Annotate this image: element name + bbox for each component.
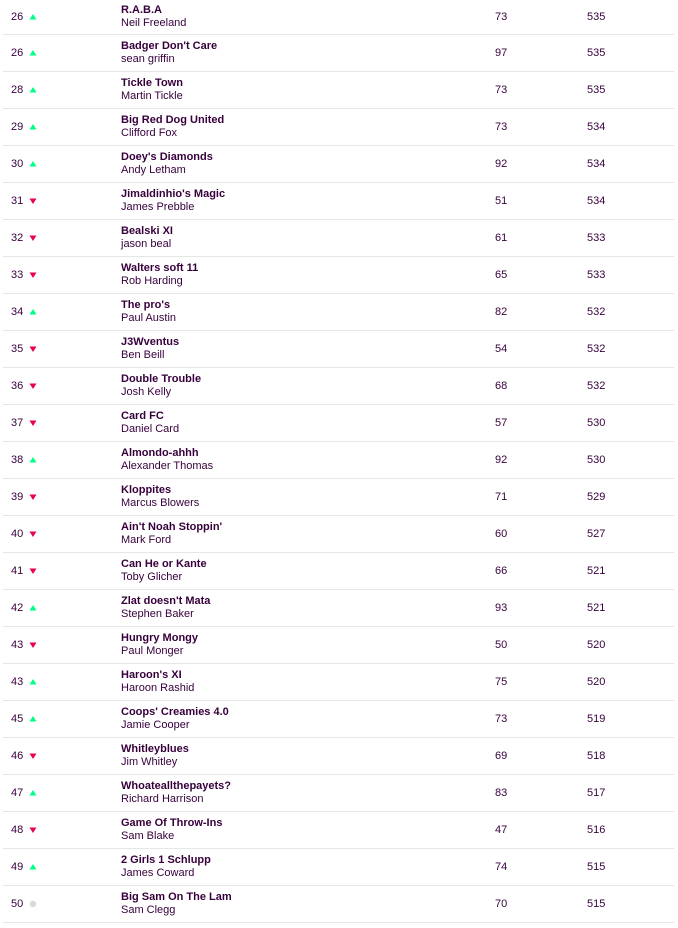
gameweek-points: 93 xyxy=(495,602,508,614)
standings-row[interactable] xyxy=(3,109,674,146)
rank-up-icon xyxy=(29,13,37,21)
rank-up-icon xyxy=(29,863,37,871)
gameweek-points: 74 xyxy=(495,861,508,873)
manager-name: Stephen Baker xyxy=(121,608,194,620)
team-cell xyxy=(121,151,213,177)
standings-row[interactable] xyxy=(3,590,674,627)
gameweek-points: 51 xyxy=(495,195,508,207)
team-cell xyxy=(121,188,225,214)
team-name-link[interactable]: Bealski XI xyxy=(121,225,173,237)
rank: 33 xyxy=(11,269,24,281)
rank: 35 xyxy=(11,343,24,355)
total-points: 517 xyxy=(587,787,606,799)
team-name-link[interactable]: Whitleyblues xyxy=(121,743,189,755)
manager-name: Marcus Blowers xyxy=(121,497,200,509)
gameweek-points: 92 xyxy=(495,454,508,466)
standings-row[interactable] xyxy=(3,0,674,35)
rank: 37 xyxy=(11,417,24,429)
manager-name: Haroon Rashid xyxy=(121,682,195,694)
rank-up-icon xyxy=(29,308,37,316)
team-name-link[interactable]: Card FC xyxy=(121,410,164,422)
manager-name: Jamie Cooper xyxy=(121,719,190,731)
rank: 32 xyxy=(11,232,24,244)
total-points: 534 xyxy=(587,195,606,207)
team-name-link[interactable]: Badger Don't Care xyxy=(121,40,218,52)
total-points: 521 xyxy=(587,602,606,614)
team-name-link[interactable]: Double Trouble xyxy=(121,373,202,385)
team-cell xyxy=(121,669,194,695)
standings-row[interactable] xyxy=(3,701,674,738)
manager-name: Ben Beill xyxy=(121,349,165,361)
gameweek-points: 73 xyxy=(495,11,508,23)
rank: 30 xyxy=(11,158,24,170)
team-name-link[interactable]: Tickle Town xyxy=(121,77,183,89)
rank: 43 xyxy=(11,639,24,651)
standings-row[interactable] xyxy=(3,368,674,405)
total-points: 530 xyxy=(587,454,606,466)
rank: 40 xyxy=(11,528,24,540)
standings-row[interactable] xyxy=(3,294,674,331)
rank-down-icon xyxy=(29,345,37,353)
rank-down-icon xyxy=(29,271,37,279)
team-cell xyxy=(121,780,231,806)
team-cell xyxy=(121,632,198,658)
manager-name: Alexander Thomas xyxy=(121,460,214,472)
gameweek-points: 73 xyxy=(495,121,508,133)
gameweek-points: 57 xyxy=(495,417,508,429)
gameweek-points: 92 xyxy=(495,158,508,170)
standings-row[interactable] xyxy=(3,220,674,257)
rank-up-icon xyxy=(29,604,37,612)
team-name-link[interactable]: Whoateallthepayets? xyxy=(121,780,232,792)
gameweek-points: 54 xyxy=(495,343,508,355)
standings-row[interactable] xyxy=(3,627,674,664)
rank: 34 xyxy=(11,306,24,318)
gameweek-points: 83 xyxy=(495,787,508,799)
rank: 29 xyxy=(11,121,24,133)
rank-down-icon xyxy=(29,382,37,390)
manager-name: Neil Freeland xyxy=(121,17,187,29)
manager-name: Richard Harrison xyxy=(121,793,204,805)
team-cell xyxy=(121,4,186,30)
total-points: 521 xyxy=(587,565,606,577)
standings-row[interactable] xyxy=(3,72,674,109)
rank-down-icon xyxy=(29,826,37,834)
team-name-link[interactable]: J3Wventus xyxy=(121,336,180,348)
team-cell xyxy=(121,225,173,251)
manager-name: James Prebble xyxy=(121,201,195,213)
total-points: 534 xyxy=(587,158,606,170)
gameweek-points: 70 xyxy=(495,898,508,910)
gameweek-points: 82 xyxy=(495,306,508,318)
rank: 38 xyxy=(11,454,24,466)
team-cell xyxy=(121,77,183,103)
team-name-link[interactable]: Haroon's XI xyxy=(121,669,182,681)
rank: 46 xyxy=(11,750,24,762)
team-cell xyxy=(121,373,201,399)
manager-name: Daniel Card xyxy=(121,423,180,435)
total-points: 519 xyxy=(587,713,606,725)
gameweek-points: 71 xyxy=(495,491,508,503)
team-cell xyxy=(121,114,224,140)
manager-name: Jim Whitley xyxy=(121,756,178,768)
total-points: 534 xyxy=(587,121,606,133)
manager-name: Martin Tickle xyxy=(121,90,183,102)
rank: 28 xyxy=(11,84,24,96)
total-points: 518 xyxy=(587,750,606,762)
manager-name: Sam Blake xyxy=(121,830,175,842)
total-points: 527 xyxy=(587,528,606,540)
standings-row[interactable] xyxy=(3,35,674,72)
team-name-link[interactable]: Jimaldinhio's Magic xyxy=(121,188,226,200)
total-points: 530 xyxy=(587,417,606,429)
manager-name: jason beal xyxy=(121,238,172,250)
team-cell xyxy=(121,262,198,288)
gameweek-points: 47 xyxy=(495,824,508,836)
manager-name: Josh Kelly xyxy=(121,386,172,398)
standings-row[interactable] xyxy=(3,405,674,442)
team-name-link[interactable]: The pro's xyxy=(121,299,171,311)
rank-up-icon xyxy=(29,456,37,464)
manager-name: Rob Harding xyxy=(121,275,183,287)
standings-row[interactable] xyxy=(3,331,674,368)
team-cell xyxy=(121,484,199,510)
gameweek-points: 69 xyxy=(495,750,508,762)
total-points: 515 xyxy=(587,898,606,910)
standings-row[interactable] xyxy=(3,849,674,886)
total-points: 535 xyxy=(587,47,606,59)
rank-down-icon xyxy=(29,493,37,501)
rank-down-icon xyxy=(29,530,37,538)
rank: 43 xyxy=(11,676,24,688)
team-name-link[interactable]: Big Sam On The Lam xyxy=(121,891,232,903)
team-cell xyxy=(121,706,229,732)
team-cell xyxy=(121,558,207,584)
manager-name: Andy Letham xyxy=(121,164,186,176)
gameweek-points: 73 xyxy=(495,84,508,96)
rank-down-icon xyxy=(29,197,37,205)
total-points: 535 xyxy=(587,11,606,23)
gameweek-points: 60 xyxy=(495,528,508,540)
manager-name: sean griffin xyxy=(121,53,175,65)
team-cell xyxy=(121,447,213,473)
rank-down-icon xyxy=(29,567,37,575)
team-cell xyxy=(121,40,217,66)
total-points: 532 xyxy=(587,343,606,355)
total-points: 529 xyxy=(587,491,606,503)
total-points: 520 xyxy=(587,639,606,651)
rank: 47 xyxy=(11,787,24,799)
standings-row[interactable] xyxy=(3,738,674,775)
rank-same-icon xyxy=(29,900,37,908)
manager-name: James Coward xyxy=(121,867,195,879)
gameweek-points: 73 xyxy=(495,713,508,725)
rank: 39 xyxy=(11,491,24,503)
gameweek-points: 68 xyxy=(495,380,508,392)
team-name-link[interactable]: Almondo-ahhh xyxy=(121,447,199,459)
manager-name: Paul Monger xyxy=(121,645,184,657)
rank-up-icon xyxy=(29,49,37,57)
team-cell xyxy=(121,410,179,436)
standings-row[interactable] xyxy=(3,886,674,923)
team-cell xyxy=(121,521,222,547)
rank-up-icon xyxy=(29,123,37,131)
rank: 49 xyxy=(11,861,24,873)
team-name-link[interactable]: Can He or Kante xyxy=(121,558,207,570)
gameweek-points: 75 xyxy=(495,676,508,688)
rank: 45 xyxy=(11,713,24,725)
team-name-link[interactable]: R.A.B.A xyxy=(121,4,162,16)
rank-down-icon xyxy=(29,641,37,649)
standings-row[interactable] xyxy=(3,516,674,553)
team-cell xyxy=(121,817,222,843)
rank: 31 xyxy=(11,195,24,207)
standings-row[interactable] xyxy=(3,257,674,294)
manager-name: Toby Glicher xyxy=(121,571,183,583)
rank: 26 xyxy=(11,11,24,23)
rank-down-icon xyxy=(29,234,37,242)
team-name-link[interactable]: Game Of Throw-Ins xyxy=(121,817,223,829)
total-points: 532 xyxy=(587,306,606,318)
team-name-link[interactable]: Coops' Creamies 4.0 xyxy=(121,706,229,718)
team-name-link[interactable]: Ain't Noah Stoppin' xyxy=(121,521,223,533)
gameweek-points: 61 xyxy=(495,232,508,244)
team-cell xyxy=(121,891,232,917)
standings-row[interactable] xyxy=(3,775,674,812)
rank-up-icon xyxy=(29,789,37,797)
gameweek-points: 66 xyxy=(495,565,508,577)
standings-row[interactable] xyxy=(3,479,674,516)
gameweek-points: 65 xyxy=(495,269,508,281)
standings-row[interactable] xyxy=(3,442,674,479)
team-cell xyxy=(121,336,179,362)
total-points: 515 xyxy=(587,861,606,873)
total-points: 533 xyxy=(587,232,606,244)
rank-up-icon xyxy=(29,715,37,723)
manager-name: Paul Austin xyxy=(121,312,177,324)
manager-name: Sam Clegg xyxy=(121,904,176,916)
standings-row[interactable] xyxy=(3,146,674,183)
rank: 48 xyxy=(11,824,24,836)
team-name-link[interactable]: Hungry Mongy xyxy=(121,632,198,644)
rank-up-icon xyxy=(29,86,37,94)
team-name-link[interactable]: Kloppites xyxy=(121,484,172,496)
rank: 26 xyxy=(11,47,24,59)
total-points: 516 xyxy=(587,824,606,836)
rank: 36 xyxy=(11,380,24,392)
team-cell xyxy=(121,299,176,325)
manager-name: Mark Ford xyxy=(121,534,172,546)
total-points: 520 xyxy=(587,676,606,688)
team-name-link[interactable]: Walters soft 11 xyxy=(121,262,199,274)
total-points: 532 xyxy=(587,380,606,392)
rank-down-icon xyxy=(29,419,37,427)
gameweek-points: 97 xyxy=(495,47,508,59)
team-name-link[interactable]: Big Red Dog United xyxy=(121,114,225,126)
total-points: 533 xyxy=(587,269,606,281)
standings-row[interactable] xyxy=(3,183,674,220)
gameweek-points: 50 xyxy=(495,639,508,651)
rank: 50 xyxy=(11,898,24,910)
team-name-link[interactable]: Zlat doesn't Mata xyxy=(121,595,211,607)
rank: 42 xyxy=(11,602,24,614)
team-cell xyxy=(121,595,210,621)
rank-up-icon xyxy=(29,160,37,168)
standings-row[interactable] xyxy=(3,812,674,849)
team-cell xyxy=(121,743,189,769)
standings-row[interactable] xyxy=(3,553,674,590)
rank: 41 xyxy=(11,565,24,577)
total-points: 535 xyxy=(587,84,606,96)
standings-row[interactable] xyxy=(3,664,674,701)
manager-name: Clifford Fox xyxy=(121,127,178,139)
rank-up-icon xyxy=(29,678,37,686)
team-name-link[interactable]: 2 Girls 1 Schlupp xyxy=(121,854,211,866)
rank-down-icon xyxy=(29,752,37,760)
team-cell xyxy=(121,854,211,880)
team-name-link[interactable]: Doey's Diamonds xyxy=(121,151,213,163)
